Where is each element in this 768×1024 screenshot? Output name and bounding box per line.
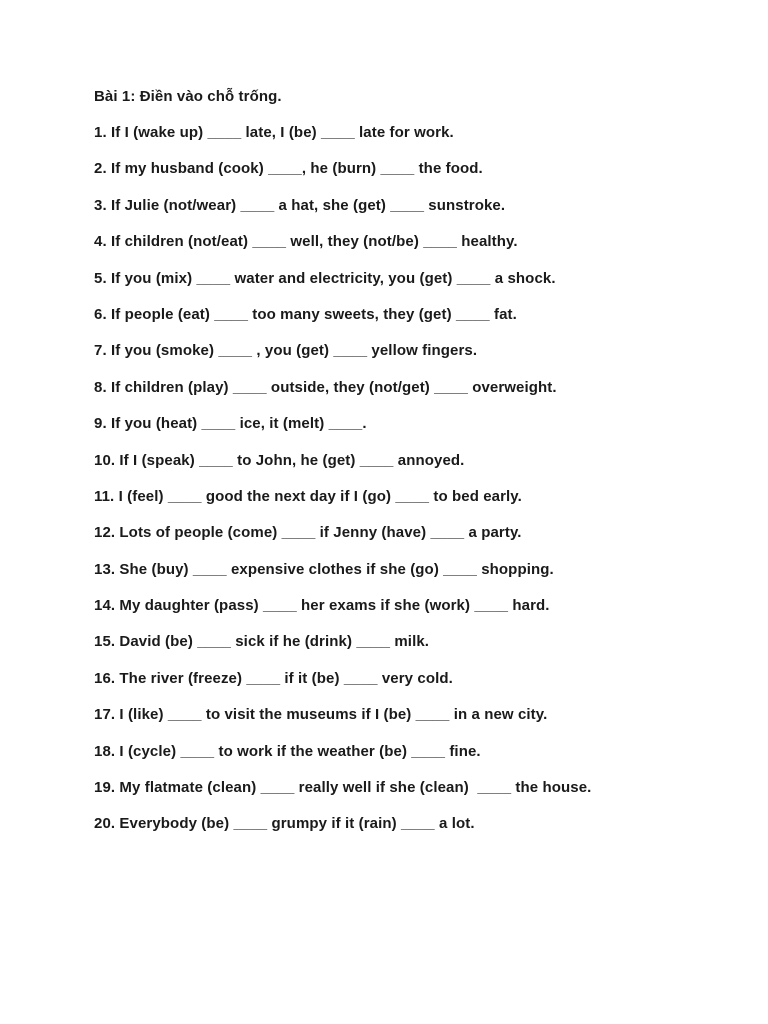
exercise-item-8: 8. If children (play) ____ outside, they (not/get) ____ overweight. — [94, 378, 557, 396]
exercise-item-18: 18. I (cycle) ____ to work if the weather (be) ____ fine. — [94, 742, 481, 760]
exercise-list — [94, 124, 591, 852]
exercise-item-4: 4. If children (not/eat) ____ well, they (not/be) ____ healthy. — [94, 233, 518, 251]
exercise-item-17: 17. I (like) ____ to visit the museums if I (be) ____ in a new city. — [94, 706, 548, 724]
exercise-item-2: 2. If my husband (cook) ____, he (burn) ____ the food. — [94, 160, 483, 178]
exercise-item-7: 7. If you (smoke) ____ , you (get) ____ yellow fingers. — [94, 342, 478, 360]
exercise-item-16: 16. The river (freeze) ____ if it (be) ____ very cold. — [94, 669, 453, 687]
exercise-item-20: 20. Everybody (be) ____ grumpy if it (rain) ____ a lot. — [94, 815, 475, 833]
exercise-item-1: 1. If I (wake up) ____ late, I (be) ____ late for work. — [94, 124, 454, 141]
exercise-item-9: 9. If you (heat) ____ ice, it (melt) ____. — [94, 415, 367, 433]
exercise-item-15: 15. David (be) ____ sick if he (drink) ____ milk. — [94, 633, 430, 651]
exercise-item-11: 11. I (feel) ____ good the next day if I (go) ____ to bed early. — [94, 487, 522, 505]
exercise-item-5: 5. If you (mix) ____ water and electricity, you (get) ____ a shock. — [94, 269, 556, 287]
exercise-item-14: 14. My daughter (pass) ____ her exams if she (work) ____ hard. — [94, 597, 550, 615]
exercise-item-19: 19. My flatmate (clean) ____ really well if she (clean) ____ the house. — [94, 779, 592, 797]
exercise-item-3: 3. If Julie (not/wear) ____ a hat, she (get) ____ sunstroke. — [94, 196, 506, 214]
exercise-item-10: 10. If I (speak) ____ to John, he (get) ____ annoyed. — [94, 451, 465, 469]
exercise-item-12: 12. Lots of people (come) ____ if Jenny (have) ____ a party. — [94, 524, 522, 542]
exercise-item-6: 6. If people (eat) ____ too many sweets, they (get) ____ fat. — [94, 305, 517, 323]
exercise-item-13: 13. She (buy) ____ expensive clothes if she (go) ____ shopping. — [94, 560, 554, 578]
exercise-title: Bài 1: Điền vào chỗ trống. — [94, 88, 282, 105]
